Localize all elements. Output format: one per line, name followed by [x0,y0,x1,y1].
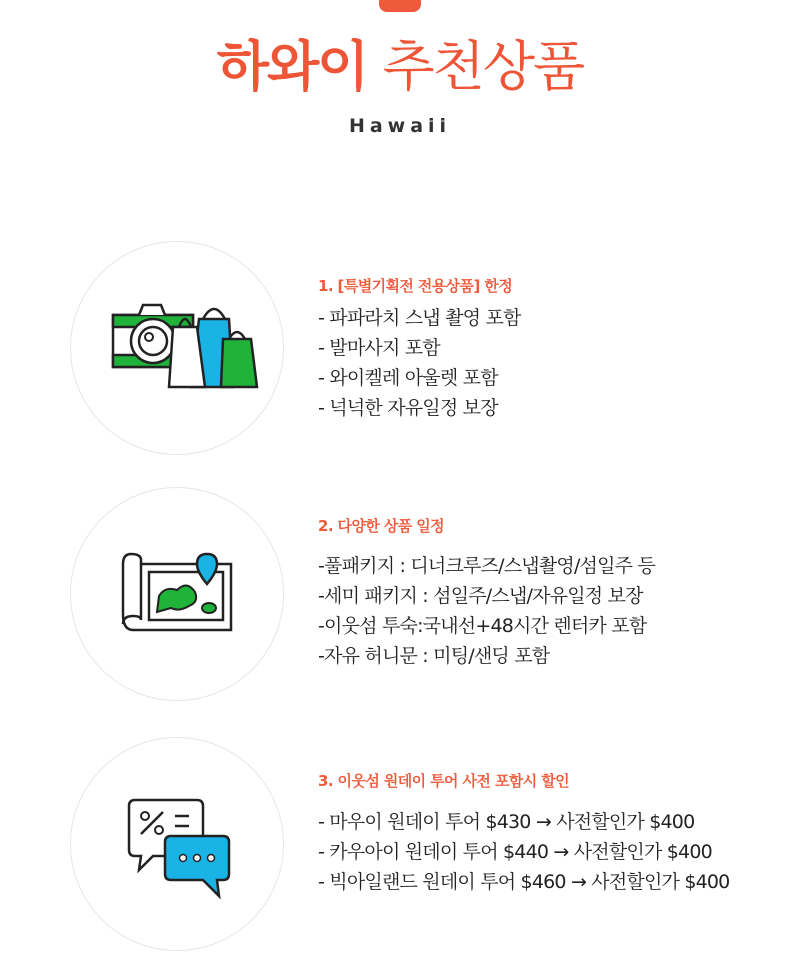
list-item: - 카우아이 원데이 투어 $440 → 사전할인가 $400 [318,841,712,863]
discount-chat-icon [127,796,231,900]
list-item: - 발마사지 포함 [318,337,440,359]
list-item: - 마우이 원데이 투어 $430 → 사전할인가 $400 [318,811,695,833]
section-3 [0,737,800,957]
page-title [0,34,800,100]
list-item: -풀패키지 : 디너크루즈/스냅촬영/섬일주 등 [318,555,655,577]
map-pin-icon [121,550,233,634]
list-item: -자유 허니문 : 미팅/샌딩 포함 [318,645,550,667]
title-light: 추천상품 [382,35,584,98]
section-2 [0,487,800,707]
section-3-circle [70,737,284,951]
title-bold: 하와이 [216,35,368,98]
section-3-title: 3. 이웃섬 원데이 투어 사전 포함시 할인 [318,772,570,790]
section-1-list [318,303,521,423]
list-item: - 빅아일랜드 원데이 투어 $460 → 사전할인가 $400 [318,871,730,893]
section-2-title: 2. 다양한 상품 일정 [318,517,445,535]
section-1-title: 1. [특별기획전 전용상품] 한정 [318,277,513,295]
list-item: - 와이켈레 아울렛 포함 [318,367,498,389]
section-2-circle [70,487,284,701]
list-item: -이웃섬 투숙:국내선+48시간 렌터카 포함 [318,615,647,637]
camera-shopping-icon [111,297,261,397]
page-subtitle: Hawaii [348,115,452,137]
top-tab-decoration [379,0,421,12]
list-item: - 파파라치 스냅 촬영 포함 [318,307,521,329]
section-3-list [318,807,729,897]
section-1 [0,241,800,461]
section-1-circle [70,241,284,455]
list-item: -세미 패키지 : 섬일주/스냅/자유일정 보장 [318,585,643,607]
section-2-list [318,551,655,671]
list-item: - 넉넉한 자유일정 보장 [318,397,498,419]
